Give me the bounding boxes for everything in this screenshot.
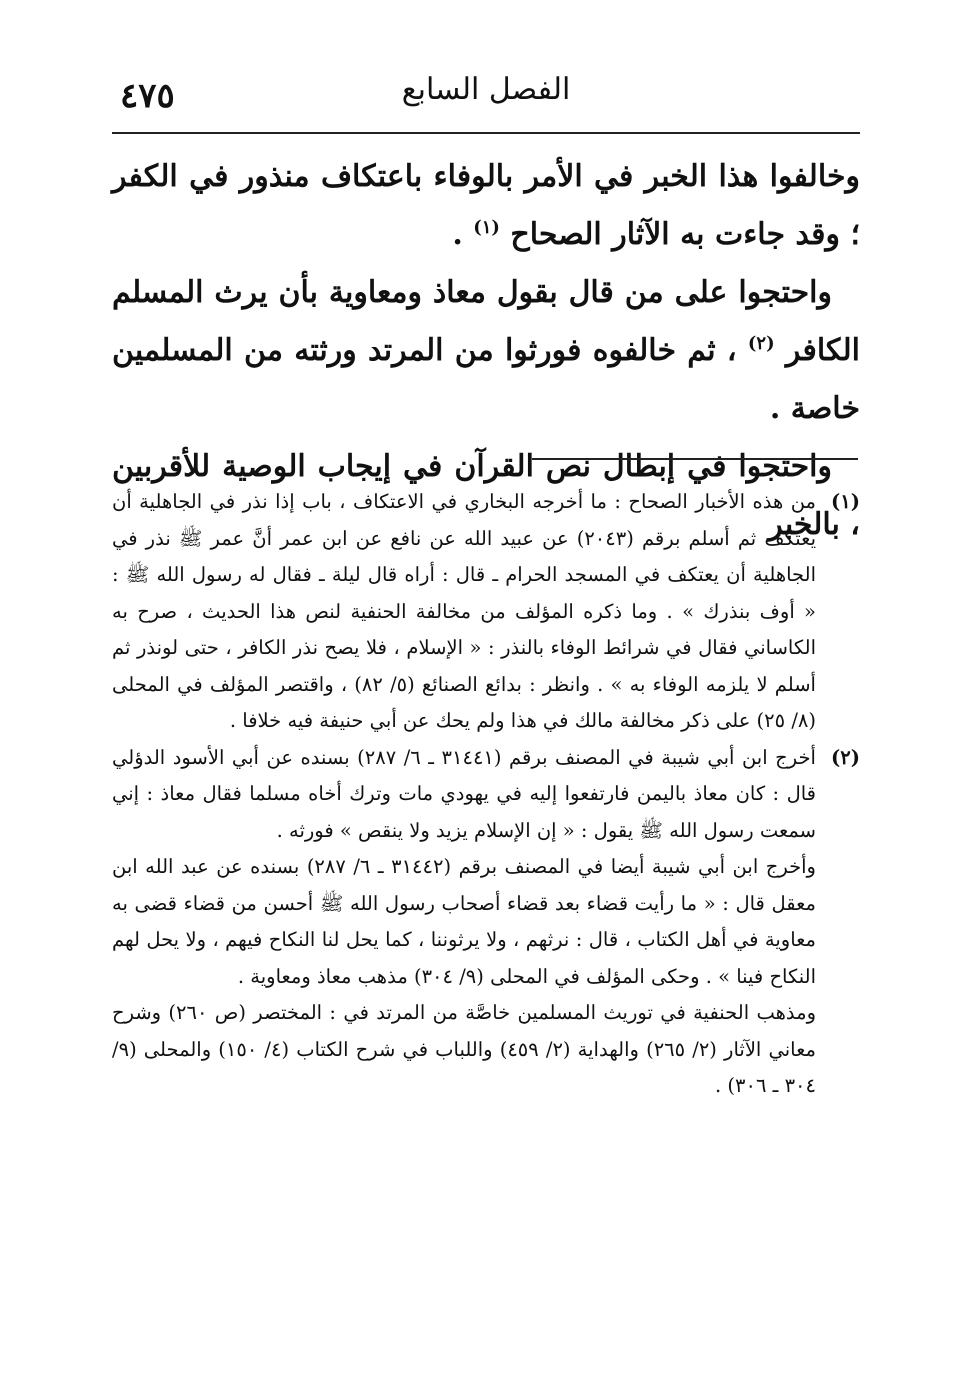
footnote-2: [112, 740, 860, 1105]
footnote-separator: [532, 458, 858, 460]
footnote-text: [112, 484, 816, 740]
footnote-paragraph: ومذهب الحنفية في توريث المسلمين خاصَّة من المرتد في : المختصر (ص ٢٦٠) وشرح معاني الآثار (٢/ ٢٦٥) والهداية (٢/ ٤٥٩) واللباب في شرح الكتاب (٤/ ١٥٠) والمحلى (٩/ ٣٠٤ ـ ٣٠٦) .: [112, 1001, 816, 1097]
page-header: [112, 62, 860, 134]
footnote-ref[interactable]: (٢): [747, 333, 775, 354]
footnote-ref[interactable]: (١): [473, 217, 500, 238]
footnotes: [112, 484, 860, 1105]
running-head: الفصل السابع: [401, 72, 571, 107]
footnote-number: (٢): [831, 745, 860, 769]
footnote-number: (١): [831, 490, 860, 513]
body-paragraph: وخالفوا هذا الخبر في الأمر بالوفاء باعتكاف منذور في الكفر ؛ وقد جاءت به الآثار الصحاح $^{(١)}$ .: [112, 159, 860, 252]
footnote-1: [112, 484, 860, 740]
body-paragraph: واحتجوا في إبطال نص القرآن في إيجاب الوصية للأقربين ، بالخبر: [112, 449, 860, 542]
footnote-paragraph: أخرج ابن أبي شيبة في المصنف برقم (٣١٤٤١ ـ ٦/ ٢٨٧) بسنده عن أبي الأسود الدؤلي قال : كان معاذ باليمن فارتفعوا إليه في يهودي مات وترك أخاه مسلما فقال معاذ : إني سمعت رسول الله ﷺ يقول : « إن الإسلام يزيد ولا ينقص » فورثه .: [112, 745, 816, 842]
body-paragraph: واحتجوا على من قال بقول معاذ ومعاوية بأن يرث المسلم الكافر $^{(٢)}$ ، ثم خالفوه فورثوا من المرتد ورثته من المسلمين خاصة .: [112, 275, 860, 426]
footnote-paragraph: من هذه الأخبار الصحاح : ما أخرجه البخاري في الاعتكاف ، باب إذا نذر في الجاهلية أن يعتكف ثم أسلم برقم (٢٠٤٣) عن عبيد الله عن نافع عن ابن عمر أنَّ عمر ﷺ نذر في الجاهلية أن يعتكف في المسجد الحرام ـ قال : أراه قال ليلة ـ فقال له رسول الله ﷺ : « أوف بنذرك » . وما ذكره المؤلف من مخالفة الحنفية لنص هذا الحديث ، صرح به الكاساني فقال في شرائط الوفاء بالنذر : « الإسلام ، فلا يصح نذر الكافر ، حتى لونذر ثم أسلم لا يلزمه الوفاء به » . وانظر : بدائع الصنائع (٥/ ٨٢) ، واقتصر المؤلف في المحلى (٨/ ٢٥) على ذكر مخالفة مالك في هذا ولم يحك عن أبي حنيفة فيه خلافا .: [112, 490, 817, 732]
footnote-paragraph: وأخرج ابن أبي شيبة أيضا في المصنف برقم (٣١٤٤٢ ـ ٦/ ٢٨٧) بسنده عن عبد الله ابن معقل قال : « ما رأيت قضاء بعد قضاء أصحاب رسول الله ﷺ أحسن من قضاء قضى به معاوية في أهل الكتاب ، قال : نرثهم ، ولا يرثوننا ، كما يحل لنا النكاح فيهم ، ولا يحل لهم النكاح فينا » . وحكى المؤلف في المحلى (٩/ ٣٠٤) مذهب معاذ ومعاوية .: [112, 855, 816, 988]
page-number: ٤٧٥: [120, 76, 175, 116]
footnote-text: [112, 740, 816, 1105]
